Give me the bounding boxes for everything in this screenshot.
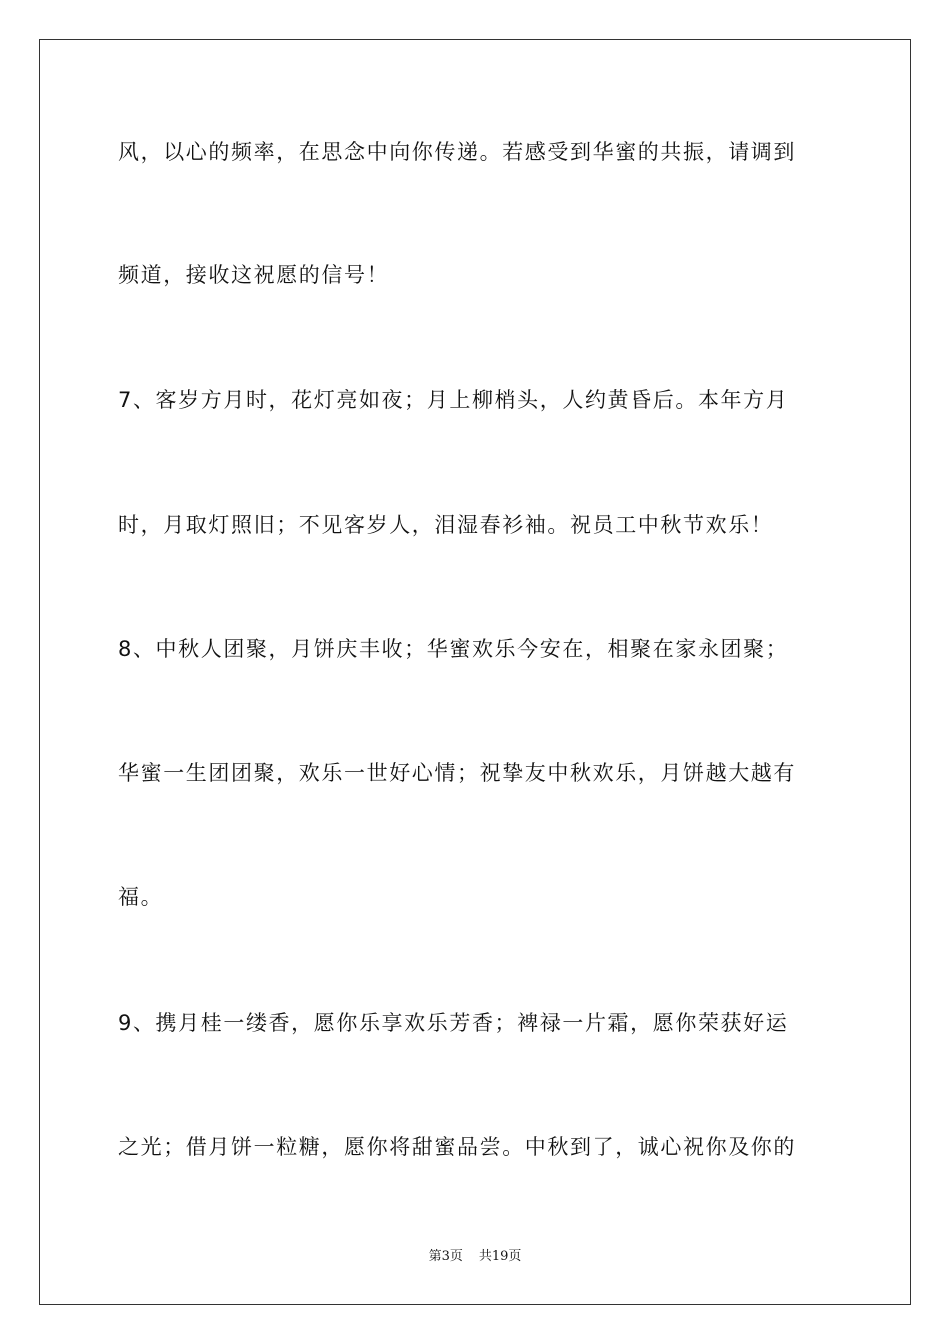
body-text-line: 之光；借月饼一粒糖，愿你将甜蜜品尝。中秋到了，诚心祝你及你的 xyxy=(118,1135,796,1159)
page-total: 共19页 xyxy=(478,1249,522,1264)
body-text-line: 风，以心的频率，在思念中向你传递。若感受到华蜜的共振，请调到 xyxy=(118,140,796,164)
body-text-line: 华蜜一生团团聚，欢乐一世好心情；祝挚友中秋欢乐，月饼越大越有 xyxy=(118,761,796,785)
body-text-line: 7、客岁方月时，花灯亮如夜；月上柳梢头，人约黄昏后。本年方月 xyxy=(118,388,789,412)
page-number: 第3页 xyxy=(428,1249,463,1264)
body-text-line: 福。 xyxy=(118,885,164,909)
page-footer xyxy=(0,1248,950,1266)
body-text-line: 8、中秋人团聚，月饼庆丰收；华蜜欢乐今安在，相聚在家永团聚； xyxy=(118,637,789,661)
body-text-line: 频道，接收这祝愿的信号！ xyxy=(118,263,390,287)
body-text-line: 9、携月桂一缕香，愿你乐享欢乐芳香；裨禄一片霜，愿你荣获好运 xyxy=(118,1011,789,1035)
body-text-line: 时，月取灯照旧；不见客岁人，泪湿春衫袖。祝员工中秋节欢乐！ xyxy=(118,513,774,537)
page-border xyxy=(39,39,911,1305)
